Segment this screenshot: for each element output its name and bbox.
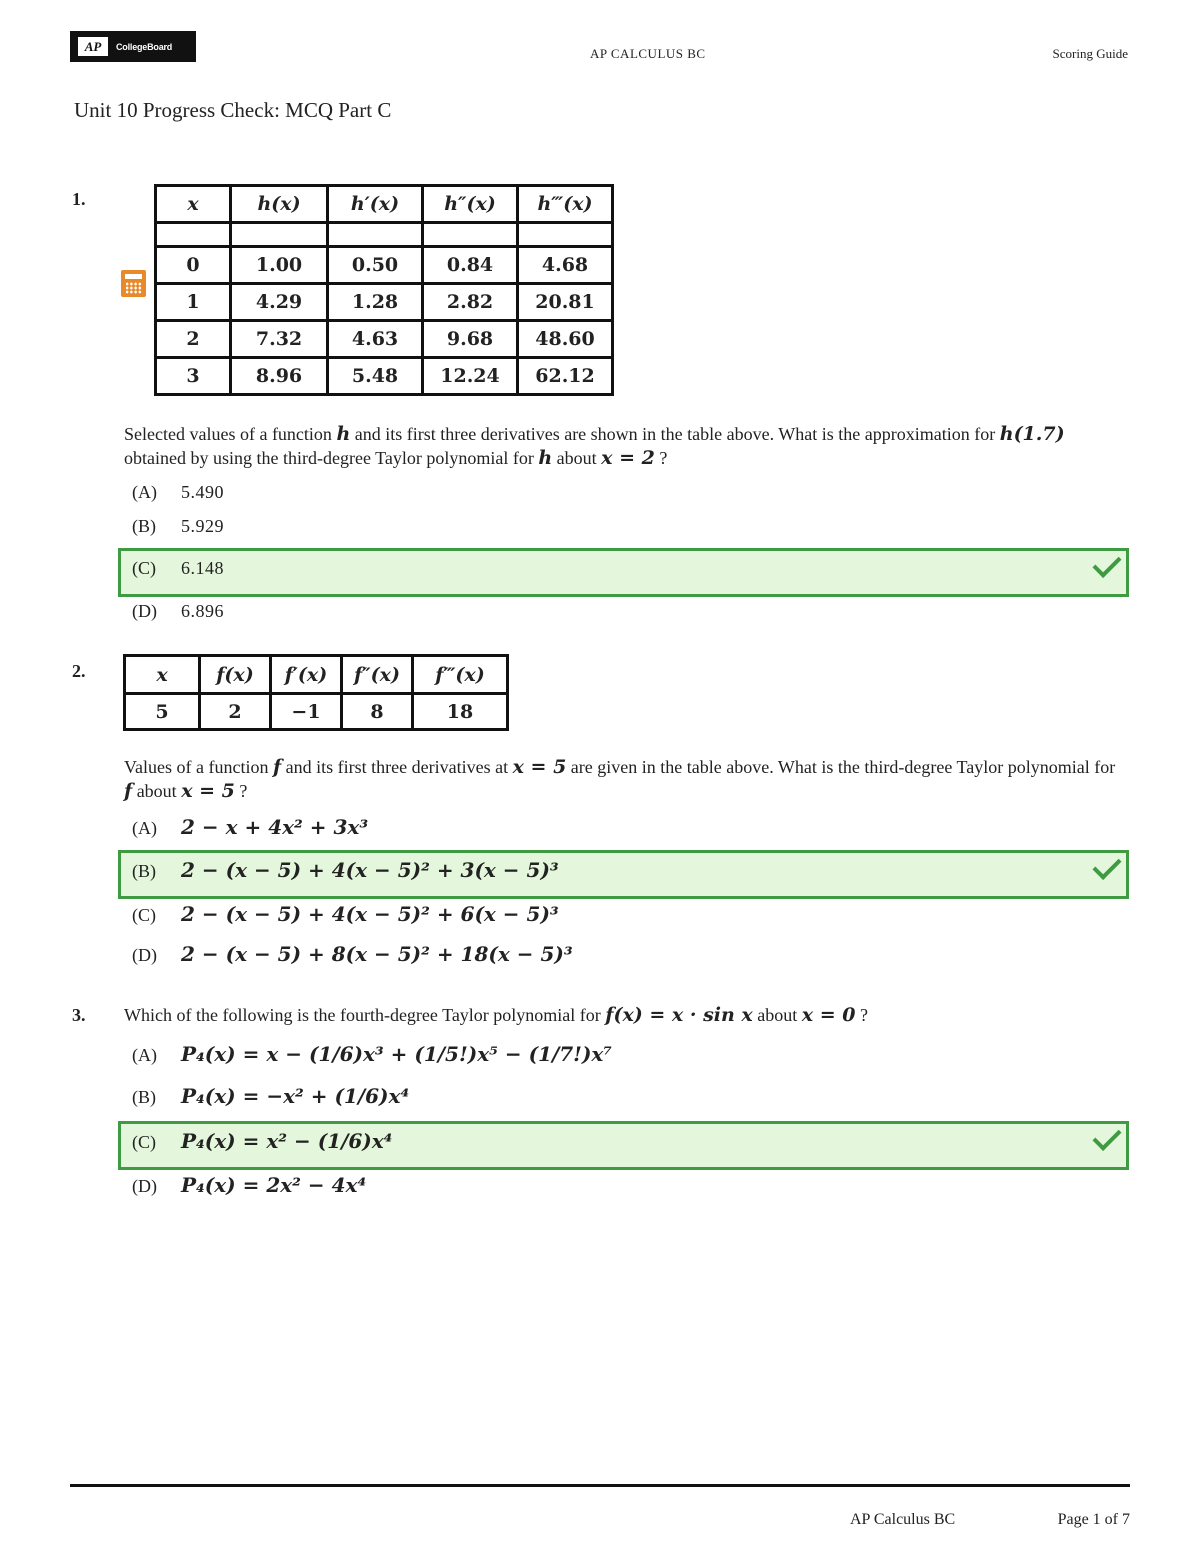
table-cell: 9.68 — [423, 321, 518, 358]
question-1-stem: Selected values of a function h and its first three derivatives are shown in the table above. What is the approximation for h(1.7) obtained by using the third-degree Taylor polynomial for h about x = 2 ? — [124, 423, 1065, 469]
table-cell: 5.48 — [328, 358, 423, 395]
calculator-icon — [121, 270, 146, 297]
table-cell: 7.32 — [231, 321, 328, 358]
answer-option[interactable]: (B) 5.929 — [132, 516, 224, 536]
question-3-stem: Which of the following is the fourth-degree Taylor polynomial for f(x) = x · sin x about x = 0 ? — [124, 1004, 868, 1026]
table-cell — [328, 223, 423, 247]
table-header-cell: f′(x) — [271, 656, 342, 694]
table-cell: 2 — [156, 321, 231, 358]
page-number: Page 1 of 7 — [1057, 1511, 1130, 1528]
answer-option[interactable]: (C) 2 − (x − 5) + 4(x − 5)² + 6(x − 5)³ — [132, 902, 559, 926]
question-number: 2. — [72, 661, 86, 681]
answer-option[interactable]: (D) P₄(x) = 2x² − 4x⁴ — [132, 1173, 367, 1197]
table-cell: 1.28 — [328, 284, 423, 321]
table-cell: 3 — [156, 358, 231, 395]
question-1-table — [154, 184, 614, 396]
table-header-cell: f″(x) — [342, 656, 413, 694]
checkmark-icon — [1093, 1122, 1122, 1151]
table-cell: 8.96 — [231, 358, 328, 395]
answer-option[interactable]: (A) 5.490 — [132, 482, 224, 502]
college-board-wordmark: CollegeBoard — [116, 41, 173, 52]
table-cell: 20.81 — [518, 284, 613, 321]
table-cell: 62.12 — [518, 358, 613, 395]
table-cell: 5 — [125, 694, 200, 730]
table-cell — [156, 223, 231, 247]
table-cell: 4.63 — [328, 321, 423, 358]
table-cell: 4.29 — [231, 284, 328, 321]
table-cell: 2.82 — [423, 284, 518, 321]
answer-option[interactable]: (D) 6.896 — [132, 601, 224, 621]
answer-option[interactable]: (B) P₄(x) = −x² + (1/6)x⁴ — [132, 1084, 410, 1108]
table-cell: 1 — [156, 284, 231, 321]
answer-option-correct[interactable]: (C) P₄(x) = x² − (1/6)x⁴ — [132, 1129, 393, 1153]
question-number: 3. — [72, 1005, 86, 1025]
table-cell: 12.24 — [423, 358, 518, 395]
table-cell: 48.60 — [518, 321, 613, 358]
question-2-table — [123, 654, 509, 731]
table-cell: 0.84 — [423, 247, 518, 284]
table-cell: 4.68 — [518, 247, 613, 284]
answer-option[interactable]: (D) 2 − (x − 5) + 8(x − 5)² + 18(x − 5)³ — [132, 942, 573, 966]
header-course: AP CALCULUS BC — [590, 46, 706, 61]
checkmark-icon — [1093, 549, 1122, 578]
footer-divider — [70, 1484, 1130, 1487]
ap-logo-mark: AP — [78, 37, 108, 56]
header-guide-type: Scoring Guide — [1052, 46, 1128, 61]
table-cell — [518, 223, 613, 247]
table-cell — [231, 223, 328, 247]
page-title: Unit 10 Progress Check: MCQ Part C — [74, 98, 392, 122]
question-2-stem: Values of a function f and its first three derivatives at x = 5 are given in the table above. What is the third-degree Taylor polynomial for f about x = 5 ? — [124, 756, 1116, 802]
table-header-cell: h′(x) — [328, 186, 423, 223]
table-header-cell: h‴(x) — [518, 186, 613, 223]
table-header-cell: f‴(x) — [413, 656, 508, 694]
table-cell: 0 — [156, 247, 231, 284]
table-cell: 2 — [200, 694, 271, 730]
table-header-cell: x — [156, 186, 231, 223]
answer-option-correct[interactable]: (C) 6.148 — [132, 558, 224, 578]
answer-option[interactable]: (A) P₄(x) = x − (1/6)x³ + (1/5!)x⁵ − (1/7!)x⁷ — [132, 1042, 613, 1066]
answer-option[interactable]: (A) 2 − x + 4x² + 3x³ — [132, 815, 369, 839]
table-cell: 0.50 — [328, 247, 423, 284]
table-cell: −1 — [271, 694, 342, 730]
table-cell: 8 — [342, 694, 413, 730]
checkmark-icon — [1093, 851, 1122, 880]
table-cell: 18 — [413, 694, 508, 730]
question-number: 1. — [72, 189, 86, 209]
correct-answer-highlight — [118, 548, 1129, 597]
table-cell — [423, 223, 518, 247]
table-header-cell: h(x) — [231, 186, 328, 223]
table-cell: 1.00 — [231, 247, 328, 284]
table-header-cell: x — [125, 656, 200, 694]
answer-option-correct[interactable]: (B) 2 − (x − 5) + 4(x − 5)² + 3(x − 5)³ — [132, 858, 559, 882]
table-header-cell: f(x) — [200, 656, 271, 694]
table-header-cell: h″(x) — [423, 186, 518, 223]
footer-course: AP Calculus BC — [850, 1511, 956, 1528]
ap-college-board-logo — [70, 31, 196, 62]
